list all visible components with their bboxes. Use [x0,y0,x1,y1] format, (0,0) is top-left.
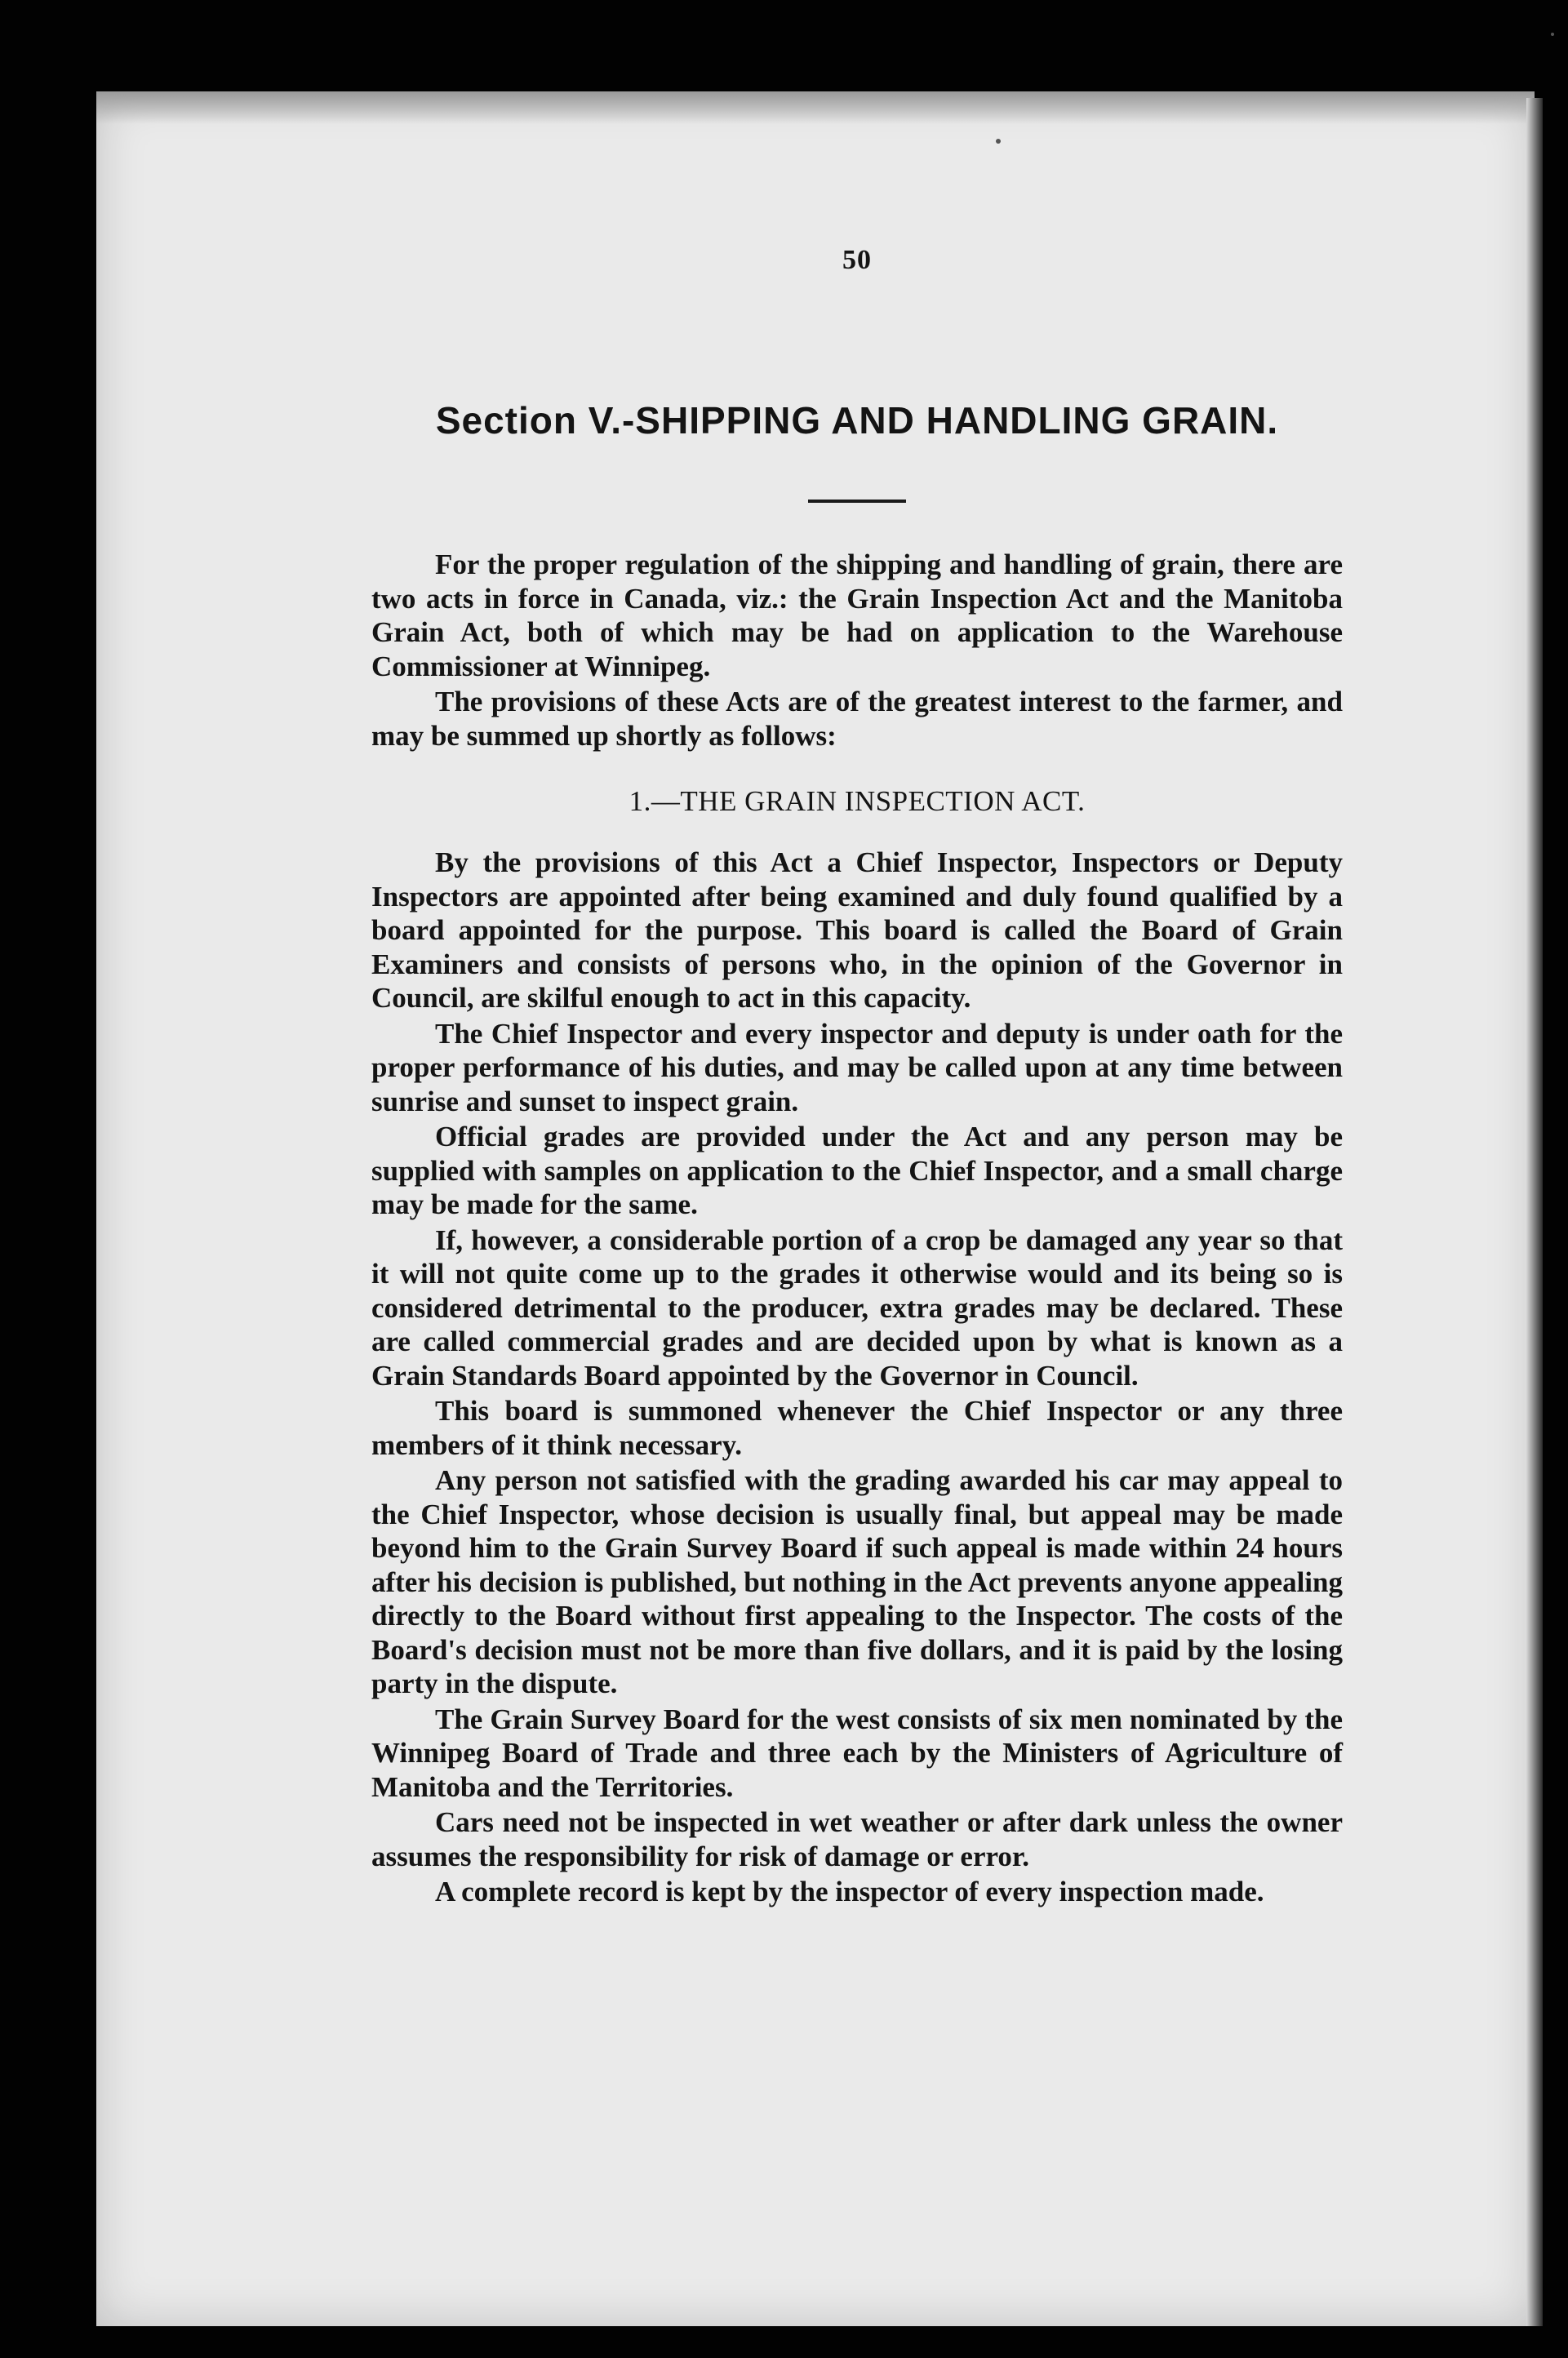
page-top-shadow [96,91,1535,124]
act-paragraph: The Chief Inspector and every inspector and deputy is under oath for the proper performance of his duties, and may be called upon at any time between sunrise and sunset to inspect grain. [371,1017,1343,1117]
page-binding-edge [1526,98,1543,2326]
act-paragraph: A complete record is kept by the inspector of every inspection made. [435,1876,1264,1907]
act-paragraph: Official grades are provided under the Act and any person may be supplied with samples on application to the Chief Inspector, and a small charge may be made for the same. [371,1121,1343,1220]
act-paragraph: By the provisions of this Act a Chief Inspector, Inspectors or Deputy Inspectors are appointed after being examined and duly found qualified by a board appointed for the purpose. This board is called the Board of Grain Examiners and consists of persons who, in the opinion of the Governor in Council, are skilful enough to act in this capacity. [371,846,1343,1014]
act-paragraph: This board is summoned whenever the Chief Inspector or any three members of it think necessary. [371,1395,1343,1461]
act-paragraph: The Grain Survey Board for the west consists of six men nominated by the Winnipeg Board of Trade and three each by the Ministers of Agriculture of Manitoba and the Territories. [371,1703,1343,1803]
act-paragraph: Cars need not be inspected in wet weather or after dark unless the owner assumes the responsibility for risk of damage or error. [371,1806,1343,1872]
page-number: 50 [842,245,872,275]
act-paragraph: If, however, a considerable portion of a crop be damaged any year so that it will not quite come up to the grades it otherwise would and its being so is considered detrimental to the producer, extra grades may be declared. These are called commercial grades and are decided upon by what is known as a Grain Standards Board appointed by the Governor in Council. [371,1223,1343,1392]
scan-speck [996,139,1001,144]
act-subheading: 1.—THE GRAIN INSPECTION ACT. [629,785,1086,817]
section-title: Section V.-SHIPPING AND HANDLING GRAIN. [435,399,1279,442]
intro-paragraph: The provisions of these Acts are of the greatest interest to the farmer, and may be summed up shortly as follows: [371,686,1343,752]
title-divider [808,500,906,503]
scan-speck [1551,33,1554,36]
intro-paragraph: For the proper regulation of the shipping and handling of grain, there are two acts in force in Canada, viz.: the Grain Inspection Act and the Manitoba Grain Act, both of which may be had on application to the Warehouse Commissioner at Winnipeg. [371,548,1343,682]
page-content [371,245,1343,1909]
act-paragraph: Any person not satisfied with the grading awarded his car may appeal to the Chief Inspector, whose decision is usually final, but appeal may be made beyond him to the Grain Survey Board if such appeal is made within 24 hours after his decision is published, but nothing in the Act prevents anyone appealing directly to the Board without first appealing to the Inspector. The costs of the Board's decision must not be more than five dollars, and it is paid by the losing party in the dispute. [371,1464,1343,1699]
